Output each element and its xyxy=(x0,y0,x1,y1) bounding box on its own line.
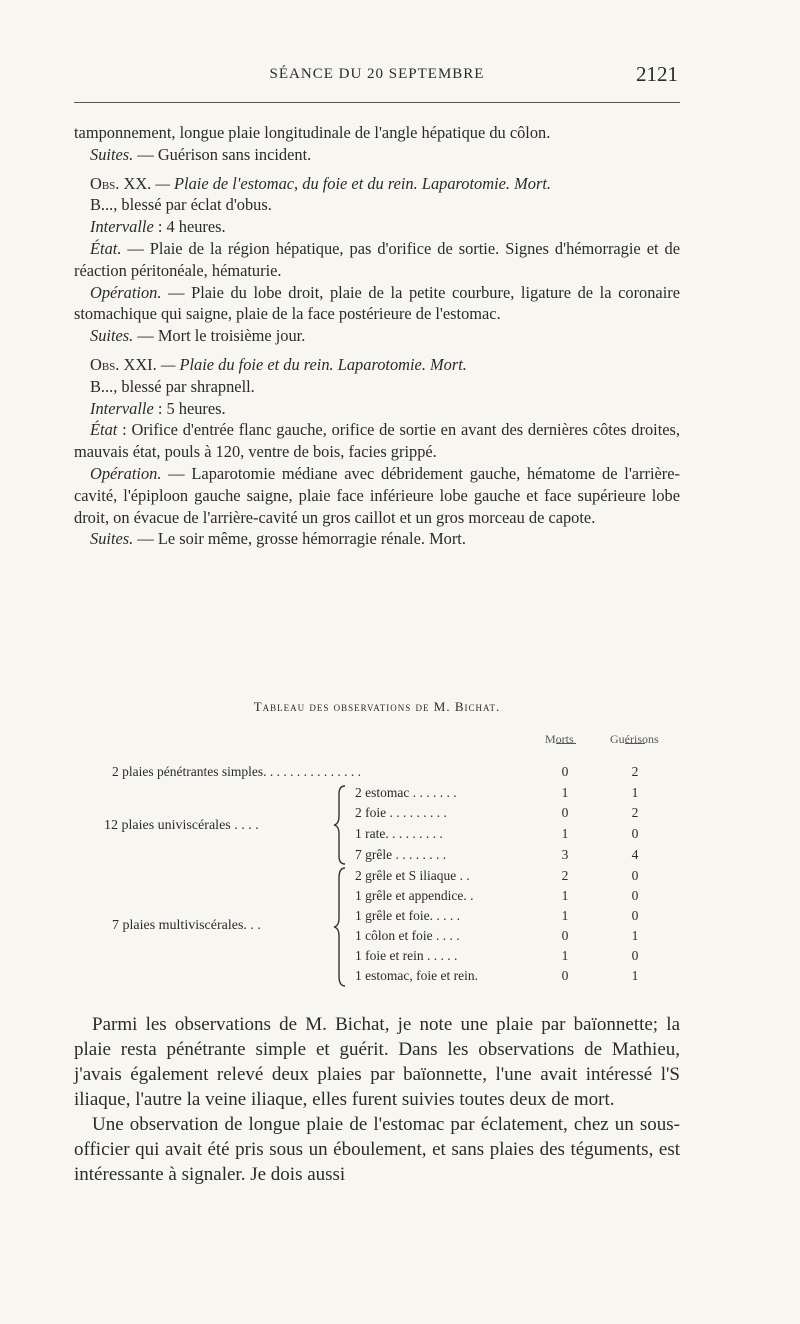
obs-title: — Plaie de l'estomac, du foie et du rein. Laparotomie. Mort. xyxy=(151,173,551,193)
row-label: 2 foie . . . . . . . . . xyxy=(355,805,447,820)
column-rule xyxy=(556,743,576,744)
column-header-morts: Morts xyxy=(545,732,574,746)
row-label: 7 grêle . . . . . . . . xyxy=(355,847,447,862)
table-row xyxy=(0,866,800,886)
table-row xyxy=(0,966,800,986)
guerisons-value: 0 xyxy=(631,888,639,903)
guerisons-value: 2 xyxy=(631,764,639,779)
paragraph: Suites. — Guérison sans incident. xyxy=(90,144,312,164)
morts-value: 3 xyxy=(561,847,569,862)
column-header-guerisons: Guérisons xyxy=(610,732,659,746)
table-title: Tableau des observations de M. Bichat. xyxy=(253,699,501,714)
morts-value: 0 xyxy=(561,764,569,779)
guerisons-value: 1 xyxy=(631,968,639,983)
obs-xxi-heading xyxy=(74,354,680,376)
paragraph: État. — Plaie de la région hépatique, pas d'orifice de sortie. Signes d'hémorragie et de réaction péritonéale, hématurie. xyxy=(74,238,680,280)
table-row xyxy=(0,783,800,803)
morts-value: 0 xyxy=(561,805,569,820)
row-label: 2 grêle et S iliaque . . xyxy=(355,868,470,883)
guerisons-value: 0 xyxy=(631,948,639,963)
table-row xyxy=(0,886,800,906)
obs-xx-heading xyxy=(74,173,680,195)
page-header xyxy=(74,62,680,103)
paragraph: Opération. — Plaie du lobe droit, plaie de la petite courbure, ligature de la coronaire stomachique qui saigne, plaie de la face postérieure de l'estomac. xyxy=(74,282,680,324)
morts-value: 1 xyxy=(561,908,569,923)
table-row xyxy=(0,762,800,782)
guerisons-value: 0 xyxy=(631,826,639,841)
obs-number: Obs. XXI. xyxy=(90,354,157,374)
guerisons-value: 1 xyxy=(631,928,639,943)
row-label: 2 plaies pénétrantes simples. . . . . . . . . . . . . . . xyxy=(112,764,361,779)
row-label: 1 grêle et appendice. . xyxy=(355,888,474,903)
table-row xyxy=(0,946,800,966)
running-title: SÉANCE DU 20 SEPTEMBRE xyxy=(269,66,485,82)
morts-value: 1 xyxy=(561,948,569,963)
obs-title: — Plaie du foie et du rein. Laparotomie. Mort. xyxy=(156,354,467,374)
row-label: 1 côlon et foie . . . . xyxy=(355,928,460,943)
table-row xyxy=(0,824,800,844)
morts-value: 0 xyxy=(561,928,569,943)
paragraph: État : Orifice d'entrée flanc gauche, orifice de sortie en avant des dernières côtes droites, mauvais état, pouls à 120, ventre de bois, facies grippé. xyxy=(74,420,680,462)
table-row xyxy=(0,926,800,946)
table-row xyxy=(0,906,800,926)
table-row xyxy=(0,845,800,865)
paragraph: Suites. — Le soir même, grosse hémorragie rénale. Mort. xyxy=(90,529,466,549)
paragraph: Suites. — Mort le troisième jour. xyxy=(90,326,306,346)
obs-number: Obs. XX. xyxy=(90,173,152,193)
morts-value: 2 xyxy=(561,868,569,883)
paragraph: Intervalle : 4 heures. xyxy=(90,217,226,237)
column-rule xyxy=(625,743,645,744)
guerisons-value: 2 xyxy=(631,805,639,820)
group-label-multivisceral: 7 plaies multiviscérales. . . xyxy=(112,918,261,933)
body-text xyxy=(74,122,680,550)
guerisons-value: 4 xyxy=(631,847,639,862)
guerisons-value: 0 xyxy=(631,908,639,923)
guerisons-value: 1 xyxy=(631,785,639,800)
suites-label: Suites. xyxy=(90,144,134,164)
paragraph: B..., blessé par éclat d'obus. xyxy=(90,195,272,215)
row-label: 2 estomac . . . . . . . xyxy=(355,785,457,800)
paragraph: Opération. — Laparotomie médiane avec débridement gauche, hématome de l'arrière-cavité, l'épiploon gauche saigne, plaie face inférieure lobe gauche et face supérieure lobe droit, on évacue de l'arrière-cavité un gros caillot et un gros morceau de capote. xyxy=(74,463,680,527)
page-number: 2121 xyxy=(636,62,678,86)
morts-value: 1 xyxy=(561,826,569,841)
group-label-univisceral: 12 plaies univiscérales . . . . xyxy=(104,818,259,833)
morts-value: 1 xyxy=(561,785,569,800)
row-label: 1 grêle et foie. . . . . xyxy=(355,908,460,923)
table-row xyxy=(0,803,800,823)
morts-value: 1 xyxy=(561,888,569,903)
paragraph: Intervalle : 5 heures. xyxy=(90,398,226,418)
row-label: 1 foie et rein . . . . . xyxy=(355,948,458,963)
paragraph: B..., blessé par shrapnell. xyxy=(90,376,255,396)
paragraph: Une observation de longue plaie de l'estomac par éclatement, chez un sous-officier qui avait été pris sous un éboulement, et sans plaies des téguments, est intéressante à signaler. Je dois aussi xyxy=(74,1114,680,1185)
paragraph: tamponnement, longue plaie longitudinale de l'angle hépatique du côlon. xyxy=(74,123,551,142)
paragraph: Parmi les observations de M. Bichat, je note une plaie par baïonnette; la plaie resta pénétrante simple et guérit. Dans les observations de Mathieu, j'avais également relevé deux plaies par baïonnette, l'une avait intéressé l'S iliaque, l'autre la veine iliaque, elles furent suivies toutes deux de mort. xyxy=(74,1014,680,1110)
guerisons-value: 0 xyxy=(631,868,639,883)
row-label: 1 rate. . . . . . . . . xyxy=(355,826,443,841)
morts-value: 0 xyxy=(561,968,569,983)
closing-text xyxy=(74,1012,680,1187)
row-label: 1 estomac, foie et rein. xyxy=(355,968,478,983)
